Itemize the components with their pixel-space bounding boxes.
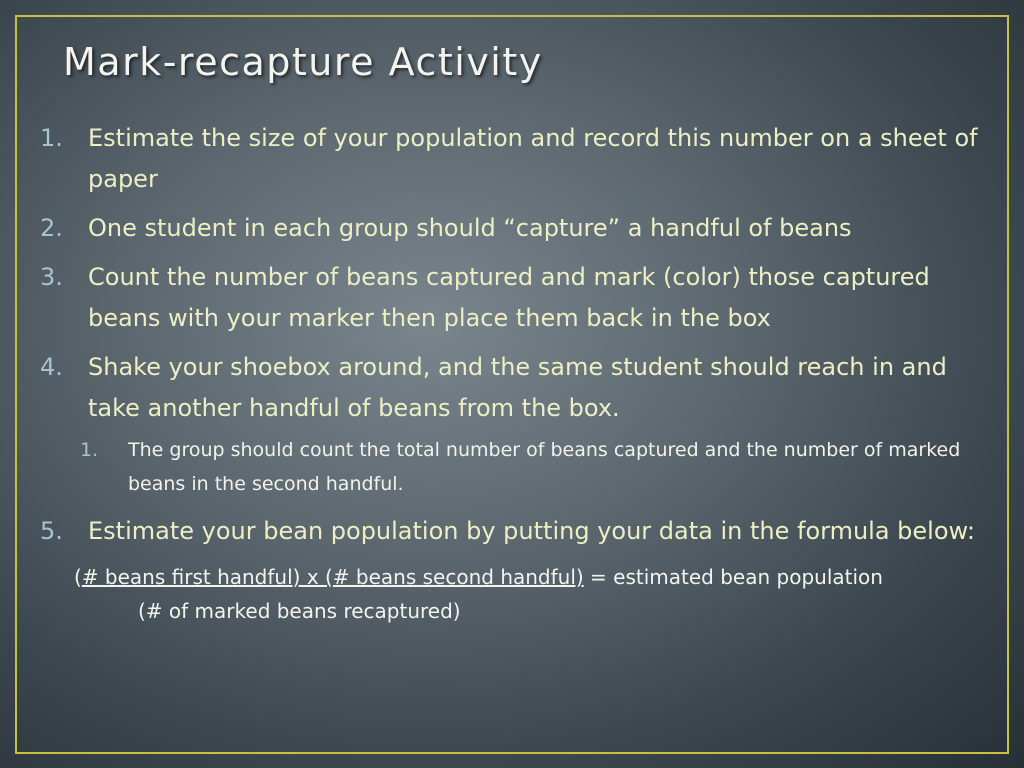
list-item-3 <box>40 257 1000 339</box>
list-item-text: One student in each group should “capture” a handful of beans <box>88 214 852 242</box>
list-item-number: 1. <box>40 124 63 152</box>
sub-list-item-number: 1. <box>80 439 99 461</box>
list-item-number: 4. <box>40 353 63 381</box>
formula-open-paren: ( <box>74 565 82 589</box>
list-item-number: 3. <box>40 263 63 291</box>
population-formula <box>40 560 1000 628</box>
list-item-text: Shake your shoebox around, and the same student should reach in and take another handful of beans from the box. <box>88 353 947 422</box>
list-item-2 <box>40 208 1000 249</box>
sub-list-item-1 <box>40 433 1000 501</box>
slide-content <box>40 118 1000 628</box>
formula-numerator-line <box>40 560 1000 594</box>
slide-title: Mark-recapture Activity <box>63 40 543 84</box>
list-item-4 <box>40 347 1000 429</box>
list-item-text: Estimate your bean population by putting your data in the formula below: <box>88 517 975 545</box>
formula-result: = estimated bean population <box>583 565 883 589</box>
sub-list-item-text: The group should count the total number of beans captured and the number of marked beans in the second handful. <box>128 439 961 495</box>
list-item-5 <box>40 511 1000 552</box>
list-item-text: Estimate the size of your population and record this number on a sheet of paper <box>88 124 978 193</box>
formula-denominator: (# of marked beans recaptured) <box>138 599 461 623</box>
list-item-number: 2. <box>40 214 63 242</box>
formula-numerator: # beans first handful) x (# beans second handful) <box>81 565 584 589</box>
list-item-1 <box>40 118 1000 200</box>
list-item-number: 5. <box>40 517 63 545</box>
list-item-text: Count the number of beans captured and mark (color) those captured beans with your marker then place them back in the box <box>88 263 930 332</box>
